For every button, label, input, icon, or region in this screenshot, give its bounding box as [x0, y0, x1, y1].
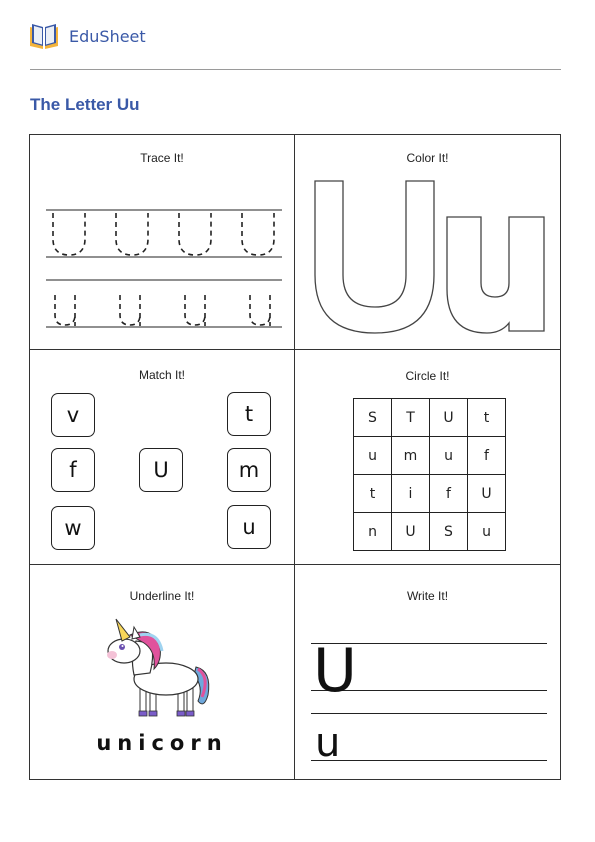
trace-section: [30, 135, 295, 350]
color-label: Color It!: [406, 151, 449, 165]
letter-cell[interactable]: U: [430, 399, 468, 437]
match-box-left-3[interactable]: w: [51, 506, 95, 550]
brand: [28, 20, 146, 52]
letter-cell[interactable]: t: [468, 399, 506, 437]
trace-label: Trace It!: [140, 151, 184, 165]
letter-cell[interactable]: U: [468, 475, 506, 513]
letter-cell[interactable]: t: [354, 475, 392, 513]
letter-cell[interactable]: n: [354, 513, 392, 551]
trace-lower-u-3: [185, 295, 205, 326]
letter-cell[interactable]: i: [392, 475, 430, 513]
underline-word: unicorn: [96, 731, 228, 755]
letter-cell[interactable]: S: [354, 399, 392, 437]
trace-lower-u-4: [250, 295, 270, 326]
letter-grid: [353, 398, 506, 551]
trace-upper-u-2: [116, 213, 148, 255]
trace-lower-u-2: [120, 295, 140, 326]
outline-letter-lower-u: [447, 217, 544, 333]
letter-grid-row: [354, 437, 506, 475]
letter-grid-row: [354, 399, 506, 437]
brand-name: EduSheet: [69, 26, 146, 46]
outline-letter-upper-u: [315, 181, 434, 333]
letter-cell[interactable]: u: [430, 437, 468, 475]
match-box-right-3[interactable]: u: [227, 505, 271, 549]
letter-cell[interactable]: T: [392, 399, 430, 437]
match-section: [30, 350, 295, 565]
letter-cell[interactable]: f: [468, 437, 506, 475]
underline-label: Underline It!: [129, 589, 195, 603]
open-book-icon: [28, 20, 60, 52]
match-box-right-1[interactable]: t: [227, 392, 271, 436]
trace-upper-u-3: [179, 213, 211, 255]
outline-letters: [295, 135, 560, 350]
write-label: Write It!: [406, 589, 449, 603]
match-box-left-2[interactable]: f: [51, 448, 95, 492]
write-letter-upper: U: [313, 636, 357, 706]
match-box-center[interactable]: U: [139, 448, 183, 492]
circle-label: Circle It!: [405, 369, 450, 383]
write-section: [295, 565, 560, 779]
circle-section: [295, 350, 560, 565]
letter-grid-row: [354, 513, 506, 551]
trace-upper-u-4: [242, 213, 274, 255]
page-title: The Letter Uu: [30, 95, 140, 114]
color-section: [295, 135, 560, 350]
letter-cell[interactable]: m: [392, 437, 430, 475]
trace-upper-u-1: [53, 213, 85, 255]
match-box-right-2[interactable]: m: [227, 448, 271, 492]
trace-lines: [30, 135, 295, 350]
letter-cell[interactable]: u: [468, 513, 506, 551]
match-box-left-1[interactable]: v: [51, 393, 95, 437]
letter-cell[interactable]: S: [430, 513, 468, 551]
unicorn-icon: [100, 611, 220, 723]
write-line: [311, 760, 547, 761]
write-letter-lower: u: [315, 720, 341, 766]
worksheet-grid: [29, 134, 561, 780]
underline-section: [30, 565, 295, 779]
match-label: Match It!: [138, 368, 185, 382]
letter-grid-row: [354, 475, 506, 513]
letter-cell[interactable]: u: [354, 437, 392, 475]
letter-cell[interactable]: U: [392, 513, 430, 551]
write-line: [311, 713, 547, 714]
trace-lower-u-1: [55, 295, 75, 326]
letter-cell[interactable]: f: [430, 475, 468, 513]
header-divider: [30, 69, 561, 70]
